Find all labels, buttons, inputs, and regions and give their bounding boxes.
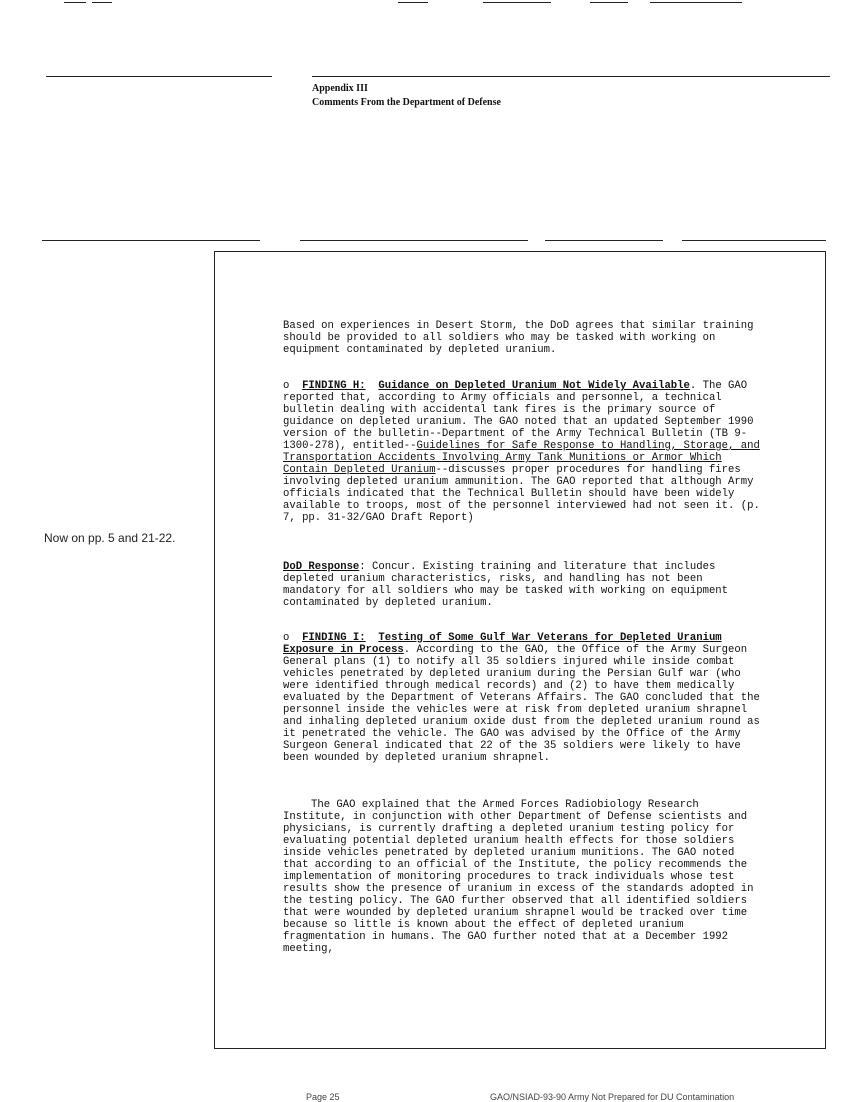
scan-mark — [92, 2, 112, 3]
bullet: o — [283, 632, 290, 644]
appendix-label: Appendix III — [312, 83, 368, 94]
section-rule-right — [682, 240, 826, 241]
finding-h-paragraph — [283, 380, 763, 524]
scan-mark — [590, 2, 628, 3]
finding-h-text-b: --discusses proper procedures for handling fires involving depleted uranium ammunition. The GAO reported that although Army officials indicated that the Technical Bulletin should have been widely available to troops, most of the personnel interviewed had not seen it. (p. 7, pp. 31-32/GAO Draft Report) — [283, 464, 760, 524]
header-rule-left — [46, 76, 272, 77]
paragraph-training — [283, 320, 763, 356]
finding-i-label: FINDING I: — [302, 632, 366, 644]
dod-response-label: DoD Response — [283, 561, 360, 573]
paragraph-text: The GAO explained that the Armed Forces Radiobiology Research Institute, in conjunction with other Department of Defense scientists and physicians, is currently drafting a depleted uranium testing policy for evaluating potential depleted uranium health effects for those soldiers inside vehicles penetrated by depleted uranium munitions. The GAO noted that according to an official of the Institute, the policy recommends the implementation of monitoring procedures to track individuals whose test results show the presence of uranium in excess of the standards adopted in the testing policy. The GAO further observed that all identified soldiers that were wounded by depleted uranium shrapnel would be tracked over time because so little is known about the effect of depleted uranium fragmentation in humans. The GAO further noted that at a December 1992 meeting, — [283, 799, 754, 955]
section-rule-mid2 — [545, 240, 663, 241]
header-rule-right — [312, 76, 830, 77]
margin-note: Now on pp. 5 and 21-22. — [44, 531, 176, 545]
scan-mark — [64, 2, 86, 3]
finding-h-text-a: . The GAO reported that, according to Army officials and personnel, a technical bulletin dealing with accidental tank fires is the primary source of guidance on depleted uranium. The GAO noted that an updated September 1990 version of the bulletin--Department of the Army Technical Bulletin (TB 9-1300-278), entitled-- — [283, 380, 754, 452]
dod-response-h-block — [283, 561, 763, 609]
bulletin-title: Guidelines for Safe Response to Handling, Storage, and Transportation Accidents Involving Army Tank Munitions or Armor Which Contain Depleted Uranium — [283, 440, 760, 476]
dod-response-text: : Concur. Existing training and literature that includes depleted uranium characteristics, risks, and handling has not been mandatory for all soldiers who may be tasked with working on equipment contaminated by depleted uranium. — [283, 561, 729, 609]
finding-h-title: Guidance on Depleted Uranium Not Widely Available — [378, 380, 690, 392]
report-id: GAO/NSIAD-93-90 Army Not Prepared for DU Contamination — [490, 1092, 735, 1102]
scan-mark — [483, 2, 551, 3]
finding-h-block — [283, 380, 763, 524]
section-rule-mid — [300, 240, 528, 241]
scan-mark — [398, 2, 428, 3]
finding-i-paragraph — [283, 632, 763, 764]
scan-mark — [650, 2, 742, 3]
dod-response-h-paragraph — [283, 561, 763, 609]
bullet: o — [283, 380, 290, 392]
finding-h-label: FINDING H: — [302, 380, 366, 392]
paragraph-afrri — [283, 799, 763, 955]
finding-i-block — [283, 632, 763, 764]
paragraph-text: Based on experiences in Desert Storm, the DoD agrees that similar training should be provided to all soldiers who may be tasked with working on equipment contaminated by depleted uranium. — [283, 320, 754, 356]
finding-i-text: . According to the GAO, the Office of the Army Surgeon General plans (1) to notify all 35 soldiers injured while inside combat vehicles penetrated by depleted uranium during the Persian Gulf war (who were identified through medical records) and (2) to have them medically evaluated by the Department of Veterans Affairs. The GAO concluded that the personnel inside the vehicles were at risk from depleted uranium shrapnel and inhaling depleted uranium oxide dust from the depleted uranium round as it penetrated the vehicle. The GAO was advised by the Office of the Army Surgeon General indicated that 22 of the 35 soldiers were likely to have been wounded by depleted uranium shrapnel. — [283, 644, 760, 764]
appendix-subtitle: Comments From the Department of Defense — [312, 97, 501, 108]
section-rule-left — [42, 240, 260, 241]
finding-i-title: Testing of Some Gulf War Veterans for Depleted Uranium Exposure in Process — [283, 632, 722, 656]
page-number: Page 25 — [306, 1092, 340, 1102]
